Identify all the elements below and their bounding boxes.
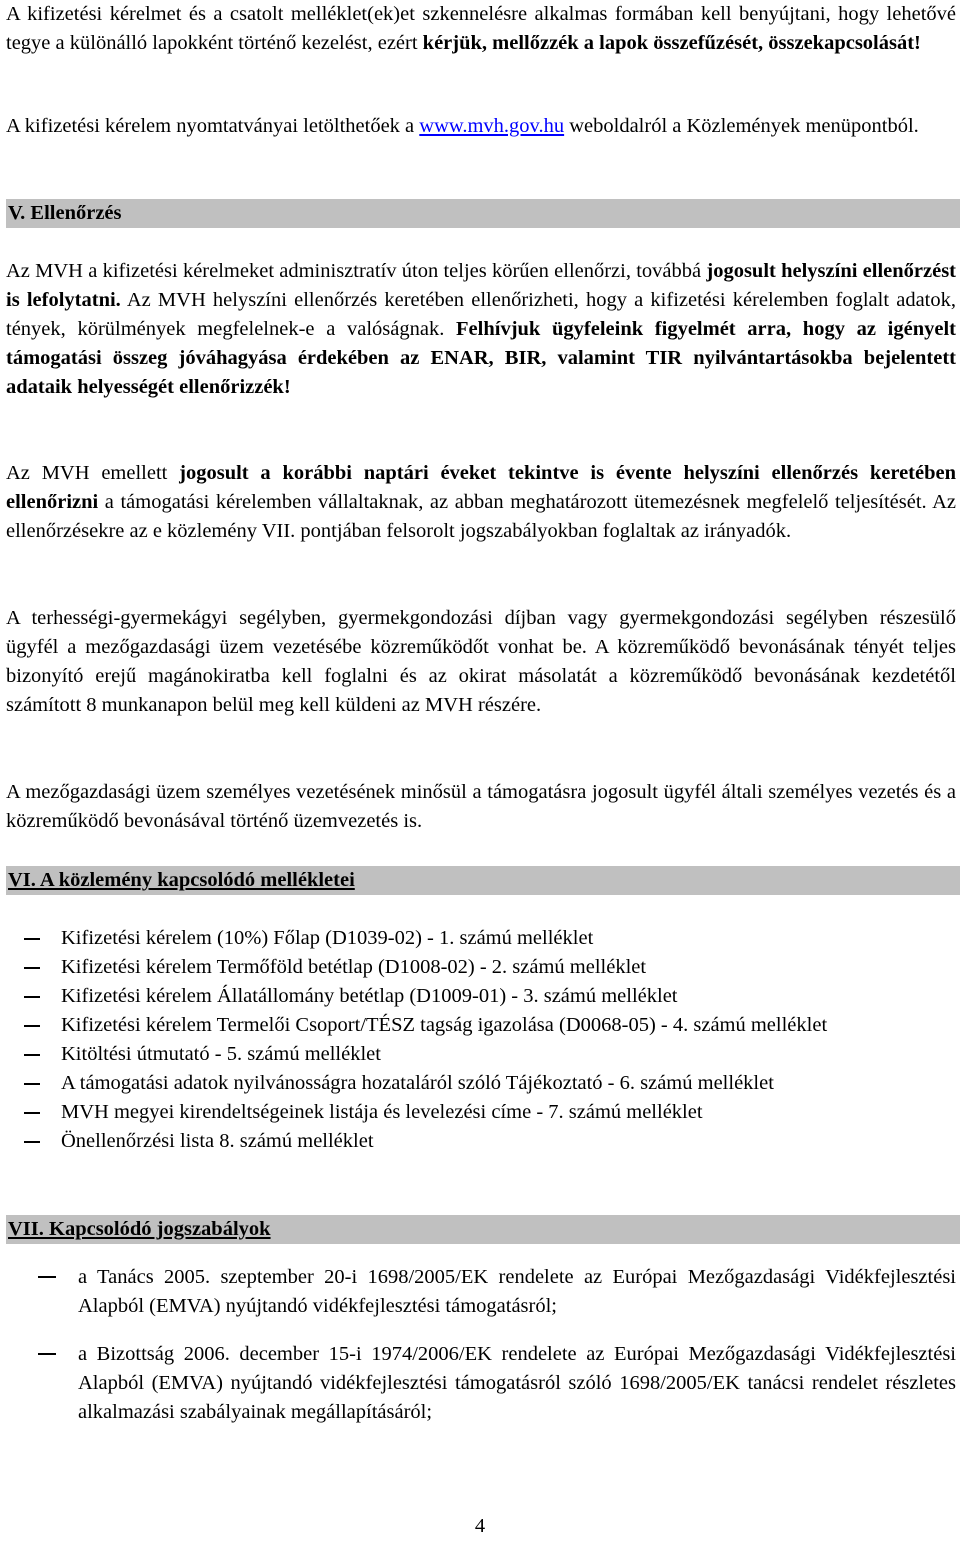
attachment-label: A támogatási adatok nyilvánosságra hozataláról szóló Tájékoztató - 6. számú melléklet: [61, 1072, 774, 1094]
para-text: Az MVH emellett: [6, 462, 180, 484]
section-7-title: VII. Kapcsolódó jogszabályok: [8, 1218, 271, 1240]
list-item: [6, 1263, 956, 1321]
dash-icon: [24, 938, 40, 940]
dash-icon: [24, 967, 40, 969]
dash-icon: [24, 1083, 40, 1085]
section-5-title: V. Ellenőrzés: [8, 202, 122, 224]
dash-icon: [38, 1276, 56, 1278]
intro-emphasis: kérjük, mellőzzék a lapok összefűzését, összekapcsolását!: [422, 32, 921, 54]
list-item: [6, 1127, 956, 1156]
list-item: [6, 1011, 956, 1040]
attachment-label: Kitöltési útmutató - 5. számú melléklet: [61, 1043, 381, 1065]
para-text: Az MVH a kifizetési kérelmeket adminisztratív úton teljes körűen ellenőrzi, továbbá: [6, 260, 707, 282]
page-number: 4: [474, 1515, 486, 1537]
attachment-label: Kifizetési kérelem (10%) Főlap (D1039-02) - 1. számú melléklet: [61, 927, 594, 949]
dash-icon: [38, 1353, 56, 1355]
intro-paragraph-1: [6, 0, 956, 58]
list-item: [6, 1340, 956, 1427]
para-emphasis: jogosult helyszíni ellenőrzést is lefolytatni.: [6, 260, 956, 311]
dash-icon: [24, 1112, 40, 1114]
legislation-text: a Bizottság 2006. december 15-i 1974/2006/EK rendelete az Európai Mezőgazdasági Vidékfejlesztési Alapból (EMVA) nyújtandó vidékfejlesztési támogatásról szóló 1698/2005/EK tanácsi rendelet részletes alkalmazási szabályainak megállapításáról;: [78, 1343, 956, 1423]
list-item: [6, 953, 956, 982]
dash-icon: [24, 1141, 40, 1143]
mvh-website-link[interactable]: www.mvh.gov.hu: [419, 115, 565, 137]
section-5-paragraph-4: A mezőgazdasági üzem személyes vezetésének minősül a támogatásra jogosult ügyfél általi személyes vezetés és a közreműködő bevonásával történő üzemvezetés is.: [6, 781, 956, 832]
dash-icon: [24, 1025, 40, 1027]
attachment-label: Kifizetési kérelem Állatállomány betétlap (D1009-01) - 3. számú melléklet: [61, 985, 678, 1007]
intro-text-3: weboldalról a Közlemények menüpontból.: [564, 115, 919, 137]
list-item: [6, 1040, 956, 1069]
attachment-label: Kifizetési kérelem Termőföld betétlap (D1008-02) - 2. számú melléklet: [61, 956, 647, 978]
attachment-label: Kifizetési kérelem Termelői Csoport/TÉSZ tagság igazolása (D0068-05) - 4. számú melléklet: [61, 1014, 828, 1036]
list-item: [6, 1098, 956, 1127]
list-item: [6, 982, 956, 1011]
para-text: a támogatási kérelemben vállaltaknak, az abban meghatározott ütemezésnek megfelelő teljesítését. Az ellenőrzésekre az e közlemény VII. pontjában felsorolt jogszabályokban foglaltak az irányadók.: [6, 491, 956, 542]
legislation-list: [6, 1263, 956, 1446]
dash-icon: [24, 1054, 40, 1056]
dash-icon: [24, 996, 40, 998]
para-emphasis: jogosult a korábbi naptári éveket tekintve is évente helyszíni ellenőrzés keretében ellenőrizni: [6, 462, 957, 513]
section-6-title: VI. A közlemény kapcsolódó mellékletei: [8, 869, 355, 891]
attachments-list: [6, 924, 956, 1156]
list-item: [6, 924, 956, 953]
intro-paragraph-2: [6, 112, 956, 141]
attachment-label: MVH megyei kirendeltségeinek listája és levelezési címe - 7. számú melléklet: [61, 1101, 703, 1123]
section-5-heading: [6, 199, 960, 228]
legislation-text: a Tanács 2005. szeptember 20-i 1698/2005/EK rendelete az Európai Mezőgazdasági Vidékfejlesztési Alapból (EMVA) nyújtandó vidékfejlesztési támogatásról;: [78, 1266, 956, 1317]
list-item: [6, 1069, 956, 1098]
section-5-paragraph-1: [6, 257, 956, 402]
intro-text-2: A kifizetési kérelem nyomtatványai letölthetőek a: [6, 115, 420, 137]
section-7-heading: [6, 1215, 960, 1244]
section-6-heading: [6, 866, 960, 895]
attachment-label: Önellenőrzési lista 8. számú melléklet: [61, 1130, 374, 1152]
para-emphasis: Felhívjuk ügyfeleink figyelmét arra, hogy az igényelt támogatási összeg jóváhagyása érdekében az ENAR, BIR, valamint TIR nyilvántartásokba bejelentett adataik helyességét ellenőrizzék!: [6, 318, 956, 398]
section-5-paragraph-3: A terhességi-gyermekágyi segélyben, gyermekgondozási díjban vagy gyermekgondozási segélyben részesülő ügyfél a mezőgazdasági üzem vezetésébe közreműködőt vonhat be. A közreműködő bevonásának tényét teljes bizonyító erejű magánokiratba kell foglalni és az okirat másolatát a közreműködő bevonásának kezdetétől számított 8 munkanapon belül meg kell küldeni az MVH részére.: [6, 607, 956, 716]
intro-text: A kifizetési kérelmet és a csatolt melléklet(ek)et szkennelésre alkalmas formában kell benyújtani, hogy lehetővé tegye a különálló lapokként történő kezelést, ezért: [6, 3, 956, 54]
para-text: Az MVH helyszíni ellenőrzés keretében ellenőrizheti, hogy a kifizetési kérelemben foglalt adatok, tények, körülmények megfelelnek-e a valóságnak.: [6, 289, 956, 340]
section-5-paragraph-2: [6, 459, 956, 546]
